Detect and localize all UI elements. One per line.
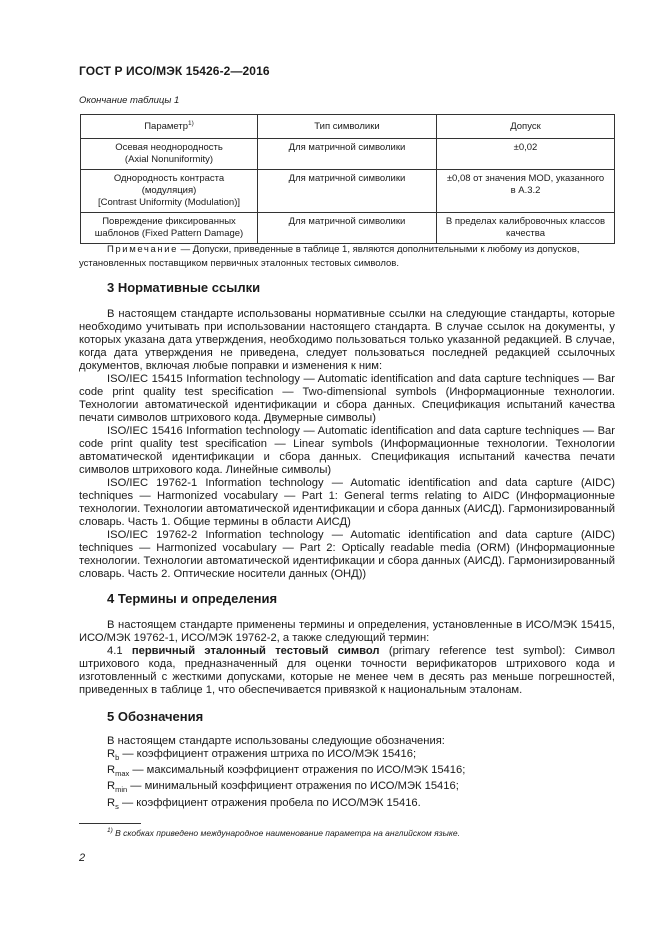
section-5-body	[79, 735, 615, 813]
page-number: 2	[79, 852, 86, 864]
footnote-divider	[79, 823, 141, 824]
paragraph: В настоящем стандарте применены термины и определения, установленные в ИСО/МЭК 15415, ИСО/МЭК 19762-1, ИСО/МЭК 19762-2, а также следующий термин:	[79, 619, 615, 644]
note-text: — Допуски, приведенные в таблице 1, являются дополнительными к любому из допусков, установленных поставщиком первичных эталонных тестовых символов.	[79, 244, 580, 269]
table-row	[81, 139, 615, 170]
section-3-body	[79, 308, 615, 581]
table-cell: Для матричной символики	[258, 213, 437, 244]
table-caption: Окончание таблицы 1	[79, 95, 180, 106]
symbol-item: $R_s$ — коэффициент отражения пробела по ИСО/МЭК 15416.	[107, 796, 421, 811]
table-header-row	[81, 115, 615, 139]
document-header: ГОСТ Р ИСО/МЭК 15426-2—2016	[79, 64, 270, 78]
footnote	[107, 828, 460, 838]
term-definition	[79, 645, 615, 697]
paragraph: ISO/IEC 15415 Information technology — Automatic identification and data capture techniques — Bar code print quality test specification — Two-dimensional symbols (Информационные технологии. Технологии автоматической идентификации и сбора данных. Спецификация испытаний качества печати символов штрихового кода. Двумерные символы)	[79, 373, 615, 424]
table-cell: Однородность контраста (модуляция) [Contrast Uniformity (Modulation)]	[81, 170, 258, 213]
term-number: 4.1	[107, 645, 132, 657]
footnote-mark: 1)	[107, 827, 113, 835]
table-header-symbology: Тип символики	[258, 115, 437, 139]
section-3-title: 3 Нормативные ссылки	[107, 280, 261, 295]
paragraph: В настоящем стандарте использованы следующие обозначения:	[107, 735, 445, 747]
paragraph: В настоящем стандарте использованы нормативные ссылки на следующие стандарты, которые необходимо учитывать при использовании настоящего стандарта. В случае ссылок на документы, у которых указана дата утверждения, необходимо пользоваться только указанной редакцией. В случае, когда дата утверждения не приведена, следует пользоваться последней редакцией ссылочных документов, включая любые поправки и изменения к ним:	[79, 308, 615, 372]
table-cell: ±0,08 от значения MOD, указанного в А.3.2	[437, 170, 615, 213]
tolerance-table	[80, 114, 615, 244]
table-header-tolerance: Допуск	[437, 115, 615, 139]
paragraph: ISO/IEC 19762-2 Information technology — Automatic identification and data capture (AIDC) techniques — Harmonized vocabulary — Part 2: Optically readable media (ORM) (Информационные технологии. Технологии автоматической идентификации и сбора данных (АИСД). Гармонизированный словарь. Часть 2. Оптические носители данных (ОНД))	[79, 529, 615, 580]
term-name: первичный эталонный тестовый символ	[131, 645, 380, 657]
footnote-text: В скобках приведено международное наименование параметра на английском языке.	[112, 828, 460, 838]
symbol-item: $R_{min}$ — минимальный коэффициент отражения по ИСО/МЭК 15416;	[107, 780, 459, 795]
table-cell: ±0,02	[437, 139, 615, 170]
paragraph: ISO/IEC 19762-1 Information technology — Automatic identification and data capture (AIDC) techniques — Harmonized vocabulary — Part 1: General terms relating to AIDC (Информационные технологии. Технологии автоматической идентификации и сбора данных (АИСД). Гармонизированный словарь. Часть 1. Общие термины в области АИСД)	[79, 477, 615, 528]
table-cell: Для матричной символики	[258, 139, 437, 170]
paragraph: ISO/IEC 15416 Information technology — Automatic identification and data capture techniques — Bar code print quality test specification — Linear symbols (Информационные технологии. Технологии автоматической идентификации и сбора данных. Спецификация испытаний качества печати символов штрихового кода. Линейные символы)	[79, 425, 615, 476]
table-header-parameter: Параметр$^{1)}$	[81, 115, 258, 139]
symbol-item: $R_{max}$ — максимальный коэффициент отражения по ИСО/МЭК 15416;	[107, 764, 466, 779]
table-cell: Для матричной символики	[258, 170, 437, 213]
note-label: Примечание	[107, 244, 178, 255]
term-text: (primary reference test symbol): Символ штрихового кода, предназначенный для оценки точности верификаторов штрихового кода и изготовленный с жесткими допусками, которые не менее чем в десять раз меньше погрешностей, приведенных в таблице 1, что обеспечивается привязкой к национальным эталонам.	[79, 645, 615, 696]
table-cell: В пределах калибровочных классов качества	[437, 213, 615, 244]
section-4-title: 4 Термины и определения	[107, 591, 278, 606]
section-4-body	[79, 619, 615, 697]
table-row	[81, 170, 615, 213]
symbol-item: $R_b$ — коэффициент отражения штриха по ИСО/МЭК 15416;	[107, 748, 417, 763]
table-note	[79, 243, 615, 271]
table-row	[81, 213, 615, 244]
section-5-title: 5 Обозначения	[107, 709, 204, 724]
table-cell: Осевая неоднородность (Axial Nonuniformity)	[81, 139, 258, 170]
table-cell: Повреждение фиксированных шаблонов (Fixed Pattern Damage)	[81, 213, 258, 244]
